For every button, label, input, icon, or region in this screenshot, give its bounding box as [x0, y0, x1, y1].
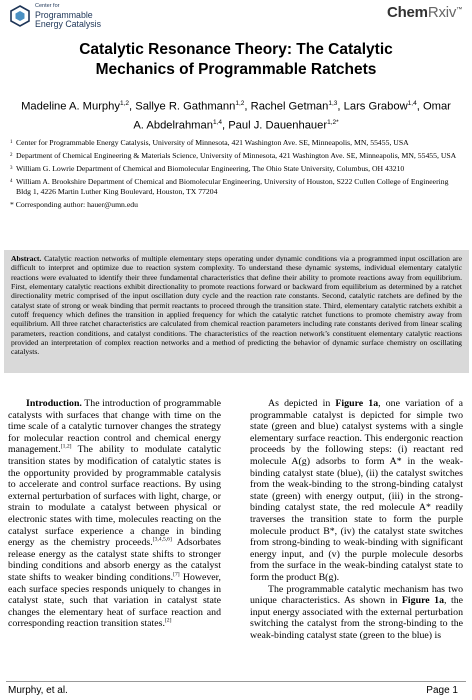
author-separator: , [337, 100, 344, 113]
footer-author: Murphy, et al. [8, 685, 68, 696]
author-affiliation-sup: 1,2* [327, 118, 339, 126]
citation-3: [7] [173, 571, 180, 578]
body-column-left [8, 398, 221, 630]
center-logo-line2: Programmable [35, 9, 93, 20]
author-separator: , [129, 100, 136, 113]
author-name: Rachel Getman [250, 100, 329, 113]
author-name: Madeline A. Murphy [21, 100, 120, 113]
author-name: Omar A. Abdelrahman [133, 100, 451, 132]
author-name: Sallye R. Gathmann [135, 100, 236, 113]
para1-text-a: As depicted in [268, 398, 336, 409]
abstract-text: Catalytic reaction networks of multiple elementary steps operating under dynamic conditions via a programmed input oscillation are difficult to interpret and optimize due to reaction system complexity. To understand these dynamic systems, individual elementary catalytic reactions were evaluated to identify their three fundamental characteristics that define their ability to promote reactions away from equilibrium. First, elementary catalytic reactions exhibit directionality to promote reactions forward or backward from equilibrium as determined by a ratchet directionality metric comprised of the input oscillation duty cycle and the reaction rate constants. Second, catalytic ratchets are defined by the catalyst state of strong or weak binding that permit reactants to proceed through the transition state. Third, elementary catalytic ratchets exhibit a cutoff frequency which defines the transition in applied frequency for which the catalytic ratchet functions to promote chemistry away from equilibrium. All three ratchet characteristics are calculated from chemical reaction parameters including rate constants derived from linear scaling parameters, reaction conditions, and catalyst conditions. The characteristics of the reaction network’s constituent elementary catalytic reactions provided an interpretation of complex reaction networks and a method of predicting the behavior of dynamic surface chemistry on oscillating catalysts. [11, 254, 462, 357]
figure1-paragraph [250, 398, 463, 584]
intro-text-1: The introduction of programmable catalysts with surfaces that change with time on the time scale of a catalytic turnover changes the strategy for molecular reaction control and chemical energy management. [8, 398, 221, 456]
citation-2: [3,4,5,6] [152, 536, 172, 543]
affiliation-item [10, 138, 462, 148]
affiliation-text: William G. Lowrie Department of Chemical and Biomolecular Engineering, The Ohio State University, Columbus, OH 43210 [16, 164, 405, 174]
intro-text-4: However, each surface species responds uniquely to changes in catalyst state, such that variation in catalyst state changes the elementary heat of surface reaction and corresponding reaction transition states. [8, 571, 221, 630]
affiliation-text: Center for Programmable Energy Catalysis, University of Minnesota, 421 Washington Ave. SE, Minneapolis, MN, 55455, USA [16, 138, 409, 147]
title-line-2: Mechanics of Programmable Ratchets [95, 61, 377, 78]
corresponding-author: * Corresponding author: hauer@umn.edu [10, 199, 138, 209]
citation-1: [1,2] [60, 444, 72, 451]
affiliation-text: Department of Chemical Engineering & Materials Science, University of Minnesota, 421 Washington Ave. SE, Minneapolis, MN, 55455, USA [16, 151, 457, 161]
figure-ref-1a-second: Figure 1a [401, 595, 444, 607]
paper-title [20, 40, 452, 80]
affiliation-number: 2 [10, 153, 13, 159]
author-name: Paul J. Dauenhauer [228, 119, 328, 132]
author-affiliation-sup: 1,4 [407, 100, 417, 107]
intro-text-3: Adsorbates release energy as the catalyst state shifts to stronger binding conditions and absorb energy as the catalyst state shifts to weaker binding conditions. [8, 537, 221, 583]
author-affiliation-sup: 1,4 [212, 118, 222, 126]
affiliation-number: 4 [10, 179, 13, 185]
hexagon-logo-icon [9, 5, 31, 27]
intro-heading: Introduction. [26, 398, 82, 409]
para1-text-b: , one variation of a programmable catalyst is depicted for simple two state (green and blue) catalyst systems with a single elementary surface reaction. This endergonic reaction proceeds by the following steps: (i) reactant red molecule A(g) adsorbs to form A* in the weak-binding catalyst state (blue), (ii) the catalyst switches from the weak-binding to the strong-binding catalyst state (green) with energy output, (iii) in the strong-binding catalyst state, the red molecule A* readily traverses the transition state to form the purple molecule product B*, (iv) the catalyst state switches from strong-binding to weak-binding with significant energy input, and (v) the purple molecule desorbs from the surface in the weak-binding catalyst state to form the product B(g). [250, 398, 464, 583]
affiliation-list [10, 138, 462, 196]
author-list [20, 96, 452, 133]
figure-ref-1a: Figure 1a [335, 398, 379, 409]
title-line-1: Catalytic Resonance Theory: The Catalytic [79, 41, 393, 58]
affiliation-item [10, 177, 462, 196]
abstract-label: Abstract. [11, 254, 42, 263]
chemrxiv-bold: Chem [386, 4, 428, 21]
author-separator: , [416, 100, 423, 113]
author-affiliation-sup: 1,2 [235, 100, 245, 107]
mechanism-paragraph [250, 584, 463, 642]
author-separator: , [221, 119, 229, 132]
body-column-right [250, 398, 463, 641]
abstract-box [4, 250, 469, 373]
author-name: Lars Grabow [343, 100, 408, 113]
chemrxiv-light: Rxiv [427, 4, 457, 21]
center-logo [9, 4, 129, 28]
affiliation-text: William A. Brookshire Department of Chemical and Biomolecular Engineering, University of Houston, S222 Cullen College of Engineering Bldg 1, 4226 Martin Luther King Boulevard, Houston, TX 77204 [16, 177, 449, 196]
affiliation-number: 1 [10, 140, 13, 145]
footer-divider [6, 681, 466, 682]
para2-text-b: , the input energy associated with the external perturbation switching the catalyst from the strong-binding to the weak-binding catalyst state (green to the blue) is [250, 595, 464, 641]
chemrxiv-mark: ™ [456, 7, 462, 13]
citation-4: [2] [164, 618, 172, 624]
affiliation-item [10, 164, 462, 174]
center-logo-line1: Center for [35, 3, 60, 9]
affiliations [10, 138, 462, 213]
affiliation-number: 3 [10, 166, 13, 172]
author-affiliation-sup: 1,3 [328, 100, 338, 107]
chemrxiv-logo [387, 4, 462, 21]
center-logo-line3: Energy Catalysis [35, 19, 102, 30]
para2-text-a: The programmable catalytic mechanism has two unique characteristics. As shown in [250, 583, 463, 607]
author-separator: , [244, 100, 251, 113]
affiliation-item [10, 151, 462, 161]
page-number: Page 1 [426, 685, 458, 696]
intro-text-2: The ability to modulate catalytic transition states by modification of catalytic states is the opportunity provided by programmable catalysis to accelerate and control surface reactions. By using external perturbation of surfaces with light, charge, or strain to modulate a catalyst between physical or electronic states with time, molecules reacting on the catalyst surface experience a change in binding energy as the chemistry proceeds. [8, 444, 221, 549]
intro-paragraph [8, 398, 221, 630]
author-affiliation-sup: 1,2 [119, 100, 130, 107]
center-logo-text [35, 4, 101, 29]
